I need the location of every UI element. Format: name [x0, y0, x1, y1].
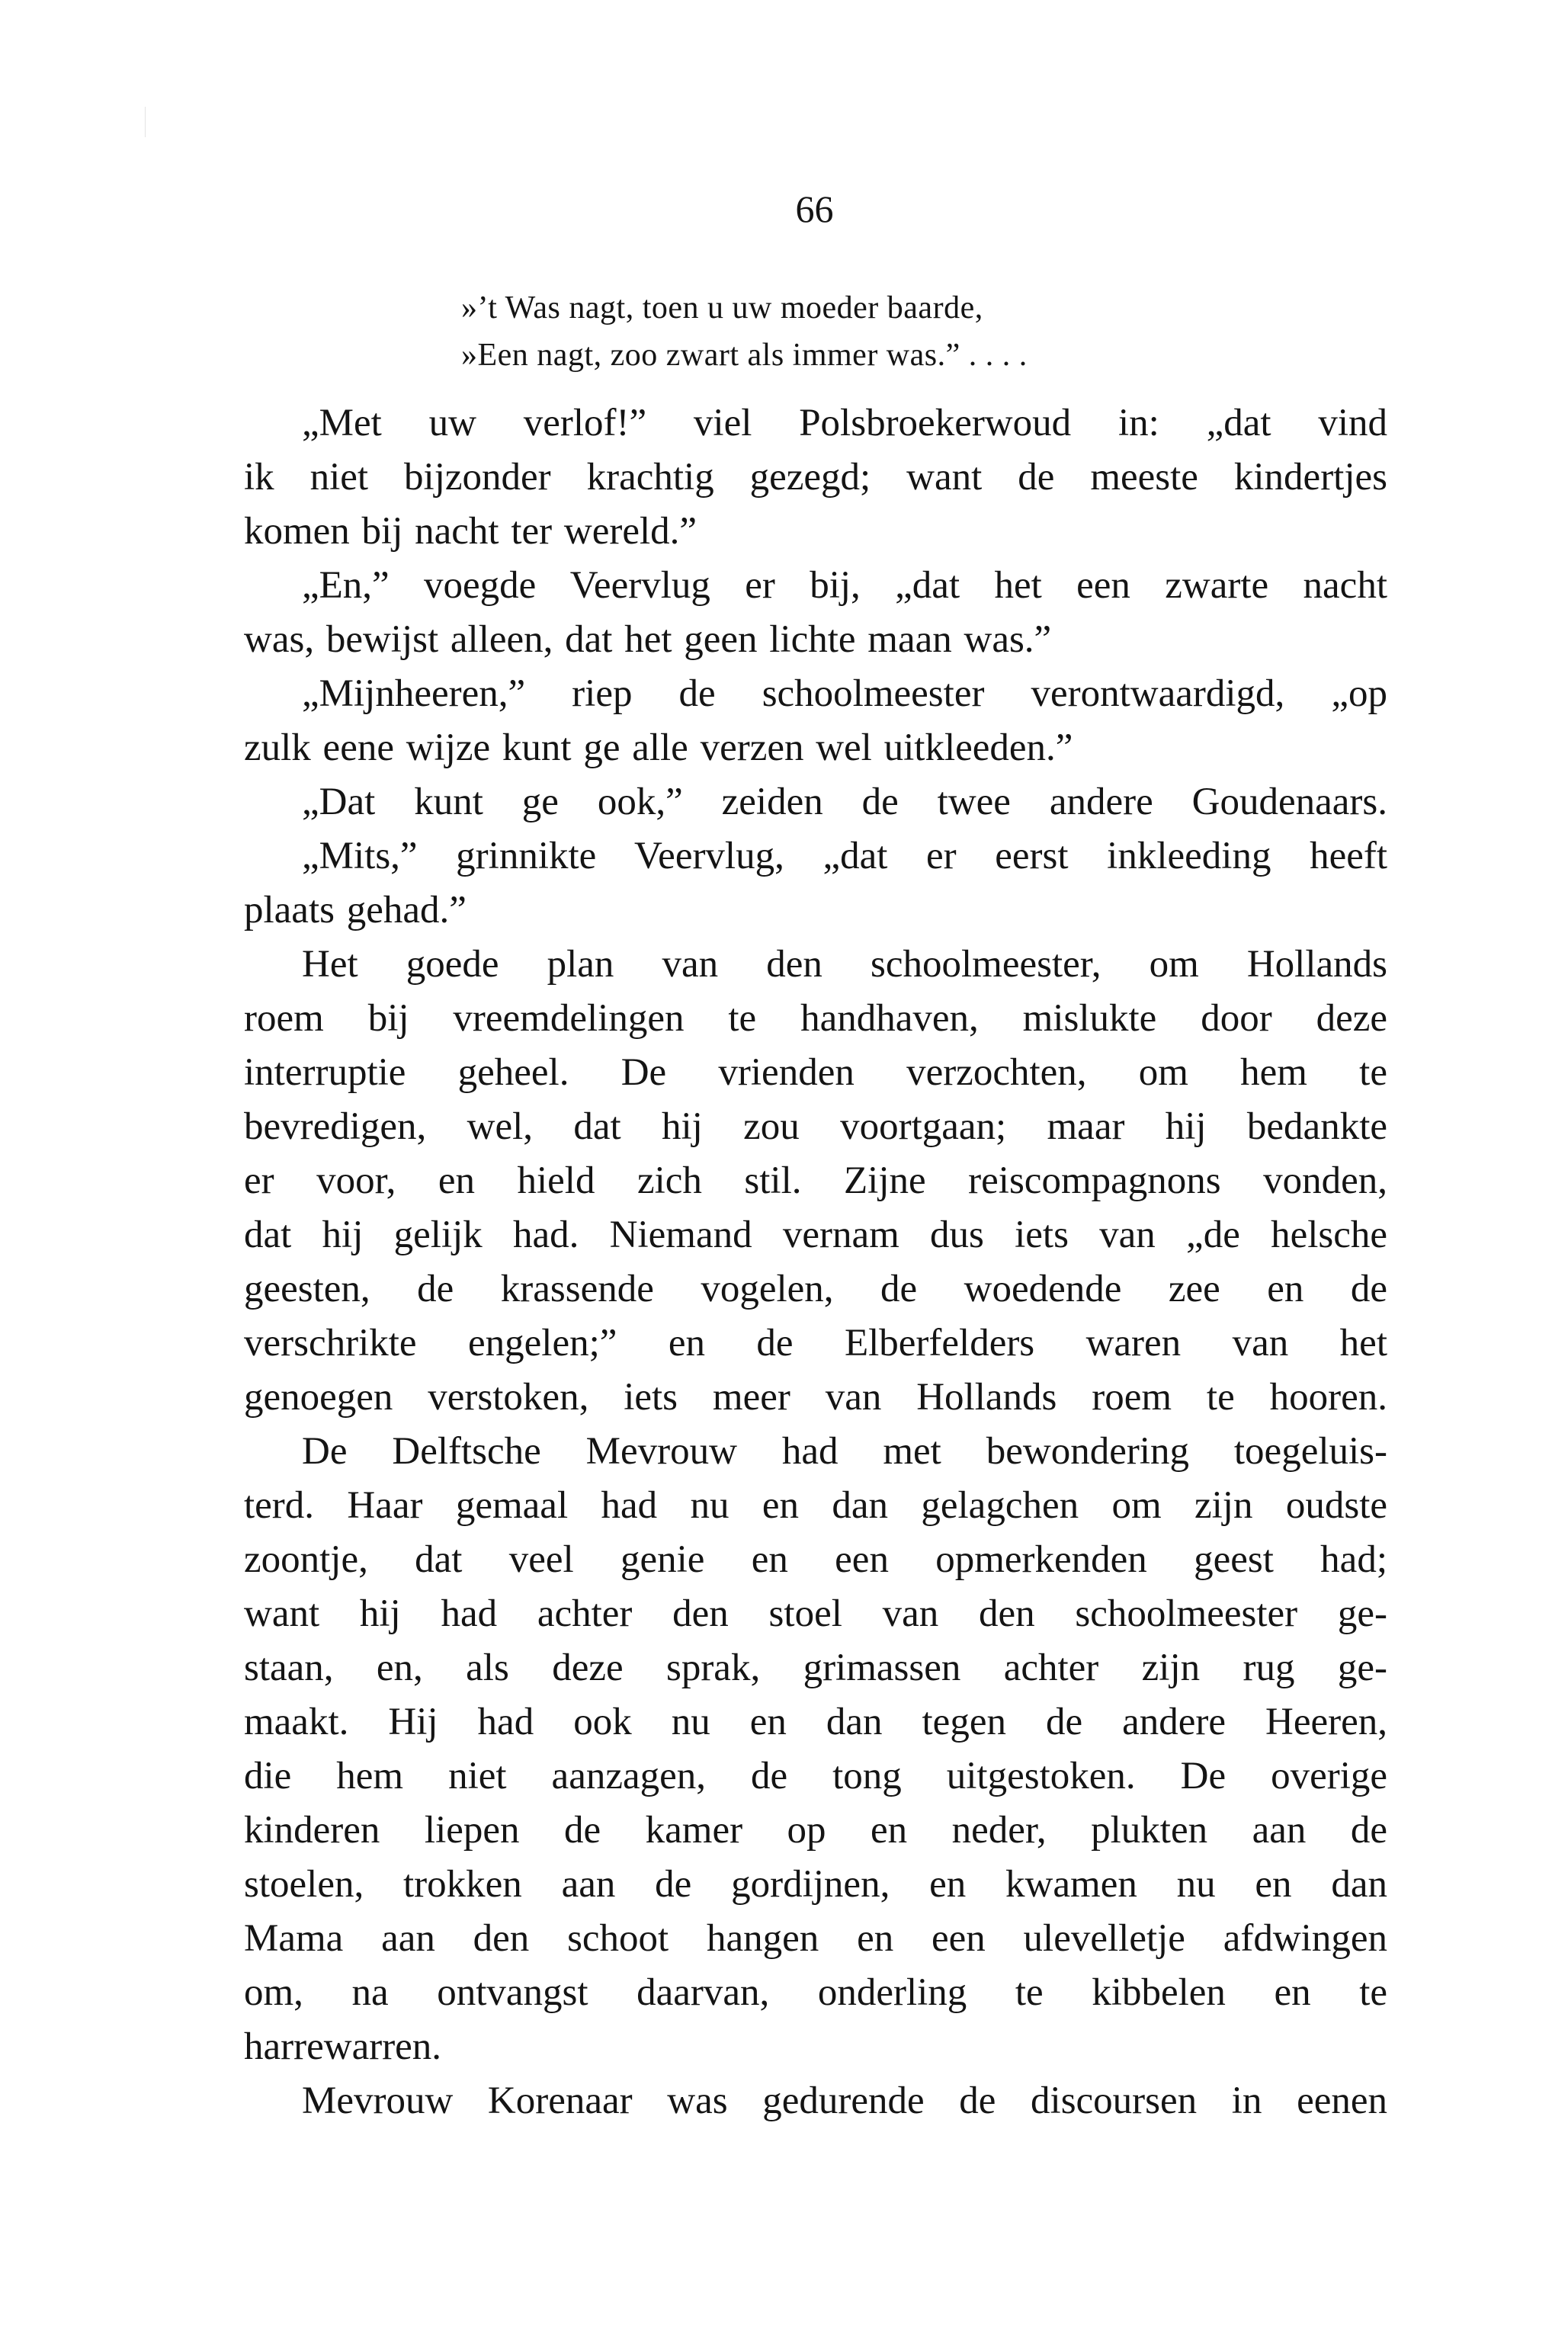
text-line: zoontje, dat veel genie en een opmerkenden geest had;	[244, 1538, 1387, 1581]
text-line: interruptie geheel. De vrienden verzochten, om hem te	[244, 1051, 1387, 1094]
paragraph-first-line: „Mijnheeren,” riep de schoolmeester verontwaardigd, „op	[302, 672, 1387, 715]
text-line: verschrikte engelen;” en de Elberfelders waren van het	[244, 1322, 1387, 1364]
scan-margin-mark	[145, 107, 146, 137]
paragraph-first-line: „Dat kunt ge ook,” zeiden de twee andere Goudenaars.	[302, 781, 1387, 823]
text-line: er voor, en hield zich stil. Zijne reiscompagnons vonden,	[244, 1159, 1387, 1202]
text-line: maakt. Hij had ook nu en dan tegen de andere Heeren,	[244, 1701, 1387, 1743]
verse-line: »Een nagt, zoo zwart als immer was.” . . . .	[461, 338, 1028, 373]
text-line: zulk eene wijze kunt ge alle verzen wel uitkleeden.”	[244, 726, 1073, 769]
paragraph-first-line: De Delftsche Mevrouw had met bewondering toegeluis-	[302, 1430, 1387, 1473]
text-line: geesten, de krassende vogelen, de woedende zee en de	[244, 1268, 1387, 1310]
paragraph-first-line: „Met uw verlof!” viel Polsbroekerwoud in: „dat vind	[302, 402, 1387, 444]
paragraph-first-line: Het goede plan van den schoolmeester, om Hollands	[302, 943, 1387, 986]
text-line: terd. Haar gemaal had nu en dan gelagchen om zijn oudste	[244, 1484, 1387, 1527]
text-line: plaats gehad.”	[244, 889, 467, 932]
text-line: stoelen, trokken aan de gordijnen, en kwamen nu en dan	[244, 1863, 1387, 1906]
body-text	[244, 396, 1387, 2128]
paragraph-first-line: Mevrouw Korenaar was gedurende de discoursen in eenen	[302, 2079, 1387, 2122]
paragraph-first-line: „En,” voegde Veervlug er bij, „dat het een zwarte nacht	[302, 564, 1387, 607]
text-line: harrewarren.	[244, 2025, 442, 2068]
text-line: ik niet bijzonder krachtig gezegd; want de meeste kindertjes	[244, 456, 1387, 499]
text-line: bevredigen, wel, dat hij zou voortgaan; maar hij bedankte	[244, 1105, 1387, 1148]
text-line: want hij had achter den stoel van den schoolmeester ge-	[244, 1592, 1387, 1635]
text-line: komen bij nacht ter wereld.”	[244, 510, 697, 553]
verse-line: »’t Was nagt, toen u uw moeder baarde,	[461, 290, 983, 325]
paragraph-first-line: „Mits,” grinnikte Veervlug, „dat er eerst inkleeding heeft	[302, 835, 1387, 877]
text-line: genoegen verstoken, iets meer van Hollands roem te hooren.	[244, 1376, 1387, 1419]
text-line: kinderen liepen de kamer op en neder, plukten aan de	[244, 1809, 1387, 1852]
text-line: roem bij vreemdelingen te handhaven, mislukte door deze	[244, 997, 1387, 1040]
text-line: Mama aan den schoot hangen en een ulevelletje afdwingen	[244, 1917, 1387, 1960]
text-line: om, na ontvangst daarvan, onderling te kibbelen en te	[244, 1971, 1387, 2014]
text-line: dat hij gelijk had. Niemand vernam dus iets van „de helsche	[244, 1214, 1387, 1256]
text-line: die hem niet aanzagen, de tong uitgestoken. De overige	[244, 1755, 1387, 1797]
text-line: staan, en, als deze sprak, grimassen achter zijn rug ge-	[244, 1647, 1387, 1689]
text-line: was, bewijst alleen, dat het geen lichte maan was.”	[244, 618, 1052, 661]
page-number: 66	[795, 188, 834, 230]
